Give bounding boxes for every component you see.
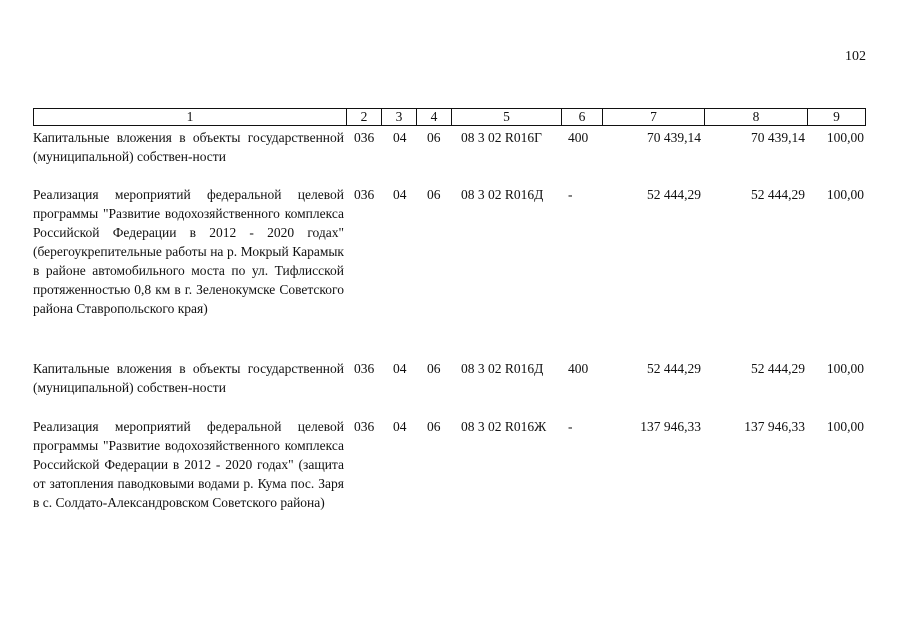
row-cell-7: 52 444,29 — [647, 361, 701, 376]
row-cell-9: 100,00 — [826, 130, 864, 145]
row-cell-2: 036 — [354, 361, 375, 376]
column-header-1: 1 — [33, 108, 347, 126]
column-header-4: 4 — [416, 108, 452, 126]
column-header-7: 7 — [602, 108, 705, 126]
row-cell-2: 036 — [354, 187, 375, 202]
row-cell-6: - — [568, 187, 573, 202]
row-cell-7: 137 946,33 — [640, 419, 701, 434]
row-cell-3: 04 — [393, 419, 407, 434]
row-cell-3: 04 — [393, 130, 407, 145]
row-cell-7: 70 439,14 — [647, 130, 701, 145]
row-cell-2: 036 — [354, 130, 375, 145]
row-cell-8: 52 444,29 — [751, 187, 805, 202]
row-cell-4: 06 — [427, 187, 441, 202]
page-number: 102 — [845, 49, 866, 64]
column-header-3: 3 — [381, 108, 417, 126]
row-cell-4: 06 — [427, 419, 441, 434]
column-header-8: 8 — [704, 108, 808, 126]
row-cell-9: 100,00 — [826, 419, 864, 434]
row-cell-7: 52 444,29 — [647, 187, 701, 202]
row-cell-3: 04 — [393, 361, 407, 376]
row-cell-2: 036 — [354, 419, 375, 434]
row-cell-9: 100,00 — [826, 361, 864, 376]
row-cell-8: 52 444,29 — [751, 361, 805, 376]
table-header-row — [33, 108, 866, 126]
row-description: Реализация мероприятий федеральной целевой программы "Развитие водохозяйственного комплекса Российской Федерации в 2012 - 2020 годах" (защита от затопления паводковыми водами р. Кума пос. Заря в с. Солдато-Александровском Советского района) — [33, 419, 344, 510]
column-header-2: 2 — [346, 108, 382, 126]
row-cell-3: 04 — [393, 187, 407, 202]
row-cell-4: 06 — [427, 361, 441, 376]
row-description: Реализация мероприятий федеральной целевой программы "Развитие водохозяйственного комплекса Российской Федерации в 2012 - 2020 годах" (берегоукрепительные работы на р. Мокрый Карамык в районе автомобильного моста по ул. Тифлисской протяженностью 0,8 км в г. Зеленокумске Советского района Ставропольского края) — [33, 187, 344, 316]
row-cell-5: 08 3 02 R016Г — [461, 130, 542, 145]
row-cell-5: 08 3 02 R016Д — [461, 361, 544, 376]
row-description: Капитальные вложения в объекты государственной (муниципальной) собствен-ности — [33, 361, 344, 395]
column-header-6: 6 — [561, 108, 603, 126]
row-description: Капитальные вложения в объекты государственной (муниципальной) собствен-ности — [33, 130, 344, 164]
row-cell-6: - — [568, 419, 573, 434]
row-cell-4: 06 — [427, 130, 441, 145]
row-cell-6: 400 — [568, 361, 589, 376]
row-cell-5: 08 3 02 R016Ж — [461, 419, 547, 434]
column-header-9: 9 — [807, 108, 866, 126]
row-cell-5: 08 3 02 R016Д — [461, 187, 544, 202]
row-cell-6: 400 — [568, 130, 589, 145]
row-cell-8: 70 439,14 — [751, 130, 805, 145]
row-cell-8: 137 946,33 — [744, 419, 805, 434]
column-header-5: 5 — [451, 108, 562, 126]
row-cell-9: 100,00 — [826, 187, 864, 202]
